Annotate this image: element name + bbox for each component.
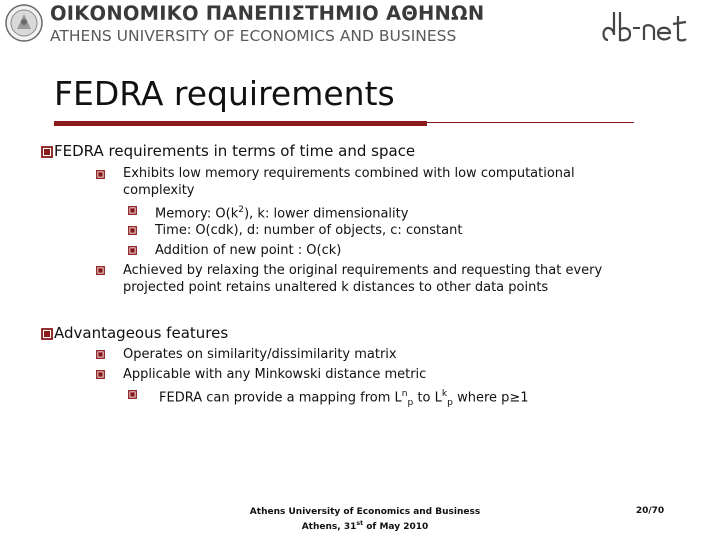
bullet-square-icon	[128, 246, 137, 255]
bullet-square-icon	[96, 170, 105, 179]
bullet-square-icon	[128, 390, 137, 399]
bullet-square-icon	[96, 350, 105, 359]
list-item-text-continued: complexity	[123, 183, 195, 198]
slide-title: FEDRA requirements	[54, 74, 395, 113]
university-greek-name: ΟΙΚΟΝΟΜΙΚΟ ΠΑΝΕΠΙΣΤΗΜΙΟ ΑΘΗΝΩΝ	[50, 2, 485, 25]
sub-list-item-mapping: FEDRA can provide a mapping from $L^n_p$ to $L^k_p$ where p≥1	[159, 389, 529, 408]
title-underline-accent	[54, 121, 427, 126]
university-seal-icon	[4, 3, 44, 43]
section-heading: Advantageous features	[54, 324, 229, 342]
sub-list-item-addition: Addition of new point : O(ck)	[155, 243, 342, 258]
bullet-square-icon	[128, 226, 137, 235]
list-item-text: Achieved by relaxing the original requirements and requesting that every	[123, 263, 603, 278]
bullet-square-icon	[96, 266, 105, 275]
sub-list-item-memory: Memory: $O(k^2)$, k: lower dimensionality	[155, 205, 409, 222]
footer-line-institution: Athens University of Economics and Business	[249, 507, 481, 517]
title-underline-thin	[427, 122, 634, 123]
footer-line-date: Athens, 31st of May 2010	[301, 520, 429, 532]
slide-footer	[210, 507, 520, 533]
bullet-square-icon	[128, 206, 137, 215]
university-english-name: ATHENS UNIVERSITY OF ECONOMICS AND BUSINESS	[50, 27, 457, 45]
bullet-square-icon	[41, 146, 53, 158]
list-item-text-continued: projected point retains unaltered k distances to other data points	[123, 280, 549, 295]
bullet-square-icon	[96, 370, 105, 379]
list-item-text: Applicable with any Minkowski distance metric	[123, 367, 427, 382]
bullet-square-icon	[41, 328, 53, 340]
section-heading: FEDRA requirements in terms of time and space	[54, 142, 416, 160]
page-number: 20/70	[635, 506, 665, 516]
sub-list-item-time: Time: O(cdk), d: number of objects, c: constant	[155, 223, 463, 238]
list-item-text: Exhibits low memory requirements combined with low computational	[123, 166, 575, 181]
list-item-text: Operates on similarity/dissimilarity matrix	[123, 347, 397, 362]
dbnet-logo	[600, 6, 692, 46]
